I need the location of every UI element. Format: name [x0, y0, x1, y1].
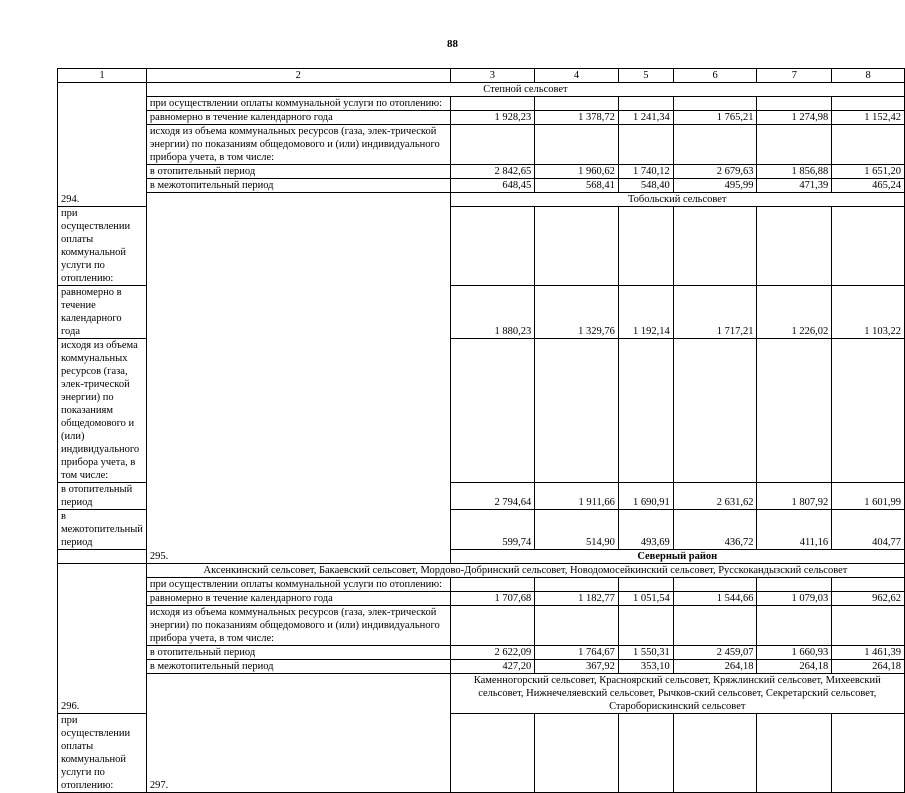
value-cell: 1 765,21: [673, 111, 757, 125]
value-cell: 1 651,20: [832, 165, 905, 179]
empty-cell: [757, 714, 832, 793]
meter-based-row: [58, 125, 905, 165]
value-cell: 495,99: [673, 179, 757, 193]
empty-cell: [757, 339, 832, 483]
empty-cell: [450, 207, 535, 286]
empty-cell: [618, 97, 673, 111]
value-cell: 436,72: [673, 510, 757, 550]
uniform-row: [58, 111, 905, 125]
row-label: исходя из объема коммунальных ресурсов (газа, элек-трической энергии) по показаниям общедомового и (или) индивидуального прибора учета, в том числе:: [146, 125, 450, 165]
empty-cell: [618, 207, 673, 286]
value-cell: 1 856,88: [757, 165, 832, 179]
value-cell: 1 461,39: [832, 646, 905, 660]
empty-cell: [832, 578, 905, 592]
value-cell: 1 690,91: [618, 483, 673, 510]
empty-cell: [618, 125, 673, 165]
empty-cell: [535, 125, 619, 165]
value-cell: 427,20: [450, 660, 535, 674]
value-cell: 1 103,22: [832, 286, 905, 339]
row-label: в межотопительный период: [146, 179, 450, 193]
value-cell: 599,74: [450, 510, 535, 550]
row-label: равномерно в течение календарного года: [146, 592, 450, 606]
value-cell: 2 622,09: [450, 646, 535, 660]
empty-cell: [673, 207, 757, 286]
value-cell: 353,10: [618, 660, 673, 674]
header-cell: 5: [618, 69, 673, 83]
interheating-period-row: [58, 179, 905, 193]
value-cell: 1 717,21: [673, 286, 757, 339]
row-label: исходя из объема коммунальных ресурсов (газа, элек-трической энергии) по показаниям общедомового и (или) индивидуального прибора учета, в том числе:: [58, 339, 147, 483]
value-cell: 1 880,23: [450, 286, 535, 339]
empty-cell: [673, 97, 757, 111]
value-cell: 1 660,93: [757, 646, 832, 660]
value-cell: 493,69: [618, 510, 673, 550]
empty-cell: [832, 339, 905, 483]
header-cell: 1: [58, 69, 147, 83]
value-cell: 2 631,62: [673, 483, 757, 510]
row-label: в отопительный период: [58, 483, 147, 510]
section-title-row: [58, 674, 905, 714]
section-title: Аксенкинский сельсовет, Бакаевский сельсовет, Мордово-Добринский сельсовет, Новодомосейкинский сельсовет, Русскокандызский сельсовет: [146, 564, 904, 578]
section-title: Каменногорский сельсовет, Красноярский сельсовет, Кряжлинский сельсовет, Михеевский сельсовет, Нижнечеляевский сельсовет, Рычков-ский сельсовет, Секретарский сельсовет, Староборискинский сельсовет: [450, 674, 904, 714]
header-cell: 2: [146, 69, 450, 83]
empty-cell: [535, 207, 619, 286]
empty-cell: [673, 714, 757, 793]
value-cell: 2 842,65: [450, 165, 535, 179]
row-label: в межотопительный период: [146, 660, 450, 674]
empty-cell: [673, 578, 757, 592]
empty-cell: [450, 339, 535, 483]
uniform-row: [58, 592, 905, 606]
section-title-row: [58, 193, 905, 207]
section-number: 297.: [146, 674, 450, 793]
row-label: при осуществлении оплаты коммунальной услуги по отоплению:: [146, 578, 450, 592]
empty-cell: [535, 578, 619, 592]
value-cell: 2 679,63: [673, 165, 757, 179]
row-label: исходя из объема коммунальных ресурсов (газа, элек-трической энергии) по показаниям общедомового и (или) индивидуального прибора учета, в том числе:: [146, 606, 450, 646]
value-cell: 411,16: [757, 510, 832, 550]
value-cell: 548,40: [618, 179, 673, 193]
value-cell: 568,41: [535, 179, 619, 193]
value-cell: 367,92: [535, 660, 619, 674]
header-cell: 7: [757, 69, 832, 83]
value-cell: 1 928,23: [450, 111, 535, 125]
value-cell: 1 911,66: [535, 483, 619, 510]
empty-cell: [757, 97, 832, 111]
header-cell: 3: [450, 69, 535, 83]
header-cell: 4: [535, 69, 619, 83]
empty-cell: [450, 578, 535, 592]
header-cell: 6: [673, 69, 757, 83]
empty-cell: [450, 714, 535, 793]
value-cell: 264,18: [757, 660, 832, 674]
value-cell: 1 707,68: [450, 592, 535, 606]
header-row: [58, 69, 905, 83]
empty-cell: [535, 714, 619, 793]
district-title: Северный район: [450, 550, 904, 564]
row-label: в отопительный период: [146, 646, 450, 660]
value-cell: 1 550,31: [618, 646, 673, 660]
empty-cell: [618, 339, 673, 483]
value-cell: 1 378,72: [535, 111, 619, 125]
heating-payment-row: [58, 578, 905, 592]
row-label: равномерно в течение календарного года: [58, 286, 147, 339]
value-cell: 471,39: [757, 179, 832, 193]
table-body: [58, 69, 905, 793]
value-cell: 1 274,98: [757, 111, 832, 125]
empty-cell: [618, 578, 673, 592]
empty-cell: [450, 97, 535, 111]
value-cell: 962,62: [832, 592, 905, 606]
page-number: 88: [447, 38, 458, 50]
heating-period-row: [58, 165, 905, 179]
value-cell: 1 807,92: [757, 483, 832, 510]
section-title: Степной сельсовет: [146, 83, 904, 97]
row-label: в межотопительный период: [58, 510, 147, 550]
value-cell: 1 152,42: [832, 111, 905, 125]
empty-cell: [535, 339, 619, 483]
row-label: в отопительный период: [146, 165, 450, 179]
value-cell: 465,24: [832, 179, 905, 193]
empty-cell: [535, 97, 619, 111]
value-cell: 514,90: [535, 510, 619, 550]
empty-cell: [673, 125, 757, 165]
section-title-row: [58, 83, 905, 97]
empty-cell: [618, 714, 673, 793]
value-cell: 1 226,02: [757, 286, 832, 339]
value-cell: 1 241,34: [618, 111, 673, 125]
value-cell: 1 329,76: [535, 286, 619, 339]
section-title-row: [58, 564, 905, 578]
empty-cell: [832, 714, 905, 793]
value-cell: 2 794,64: [450, 483, 535, 510]
value-cell: 264,18: [673, 660, 757, 674]
empty-cell: [832, 125, 905, 165]
empty-cell: [58, 550, 147, 564]
value-cell: 1 740,12: [618, 165, 673, 179]
empty-cell: [757, 578, 832, 592]
value-cell: 1 192,14: [618, 286, 673, 339]
row-label: равномерно в течение календарного года: [146, 111, 450, 125]
row-label: при осуществлении оплаты коммунальной услуги по отоплению:: [58, 714, 147, 793]
section-number: 294.: [58, 83, 147, 207]
heating-period-row: [58, 646, 905, 660]
heating-payment-row: [58, 97, 905, 111]
section-title: Тобольский сельсовет: [450, 193, 904, 207]
section-number: 295.: [146, 193, 450, 564]
empty-cell: [450, 125, 535, 165]
value-cell: 1 182,77: [535, 592, 619, 606]
value-cell: 264,18: [832, 660, 905, 674]
interheating-period-row: [58, 660, 905, 674]
row-label: при осуществлении оплаты коммунальной услуги по отоплению:: [146, 97, 450, 111]
tariff-table: [57, 68, 905, 793]
section-number: 296.: [58, 564, 147, 714]
empty-cell: [832, 207, 905, 286]
value-cell: 1 079,03: [757, 592, 832, 606]
empty-cell: [757, 207, 832, 286]
row-label: при осуществлении оплаты коммунальной услуги по отоплению:: [58, 207, 147, 286]
empty-cell: [832, 97, 905, 111]
value-cell: 648,45: [450, 179, 535, 193]
empty-cell: [673, 339, 757, 483]
value-cell: 1 601,99: [832, 483, 905, 510]
value-cell: 1 051,54: [618, 592, 673, 606]
value-cell: 1 960,62: [535, 165, 619, 179]
value-cell: 404,77: [832, 510, 905, 550]
value-cell: 2 459,07: [673, 646, 757, 660]
empty-cell: [757, 125, 832, 165]
header-cell: 8: [832, 69, 905, 83]
value-cell: 1 764,67: [535, 646, 619, 660]
value-cell: 1 544,66: [673, 592, 757, 606]
